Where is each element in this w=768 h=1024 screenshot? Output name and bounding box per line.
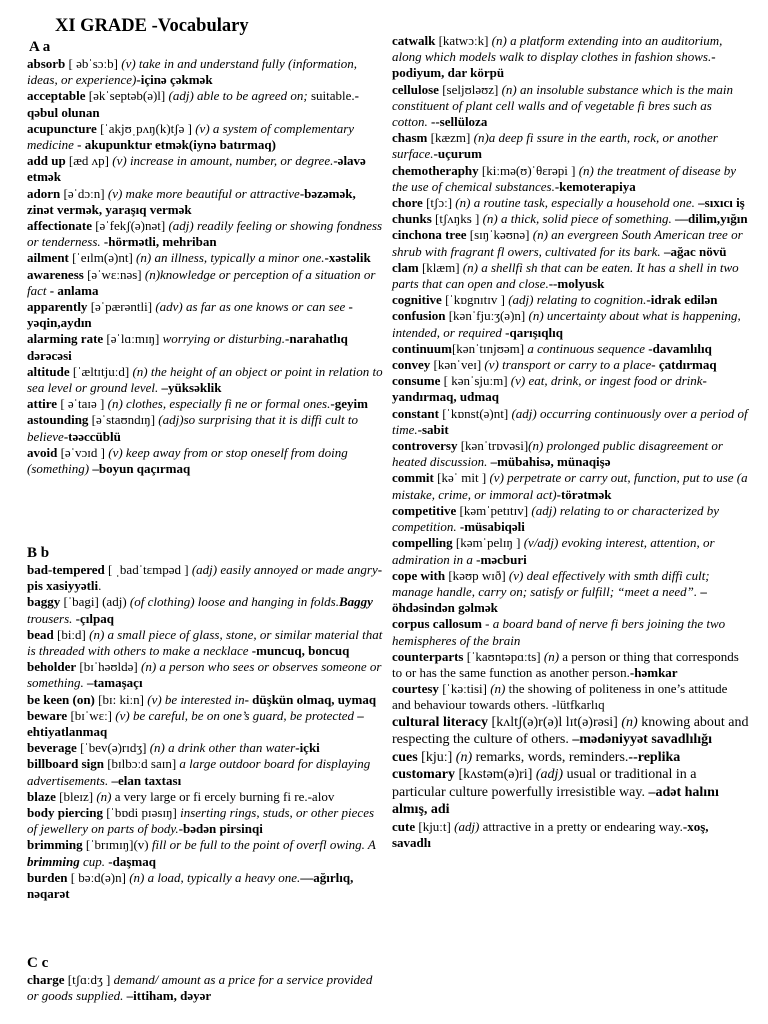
pronunciation: [əˈfekʃ(ə)nət] bbox=[91, 218, 169, 234]
definition-plain: a very large or fi ercely burning fi re.-alov bbox=[114, 788, 335, 804]
translation: —ağırlıq, nəqarət bbox=[27, 869, 354, 902]
pronunciation: [ bəːd(ə)n] bbox=[67, 869, 130, 885]
vocabulary-entry bbox=[27, 972, 385, 1004]
headword: affectionate bbox=[27, 218, 92, 234]
headword: be keen (on) bbox=[27, 691, 95, 707]
pronunciation: [kənˈfjuːʒ(ə)n] bbox=[445, 308, 529, 324]
vocabulary-entry bbox=[27, 562, 385, 594]
translation: -xəstəlik bbox=[324, 250, 371, 266]
vocabulary-entry bbox=[392, 406, 749, 438]
pronunciation: [katwɔːk] bbox=[435, 33, 492, 48]
pronunciation: [kənˈtrɒvəsi] bbox=[457, 438, 529, 454]
translation: --sellüloza bbox=[427, 114, 488, 130]
translation: –boyun qaçırmaq bbox=[89, 461, 191, 477]
headword: bead bbox=[27, 626, 54, 642]
definition-plain: attractive in a pretty or endearing way. bbox=[482, 818, 683, 834]
definition: (n)a deep fi ssure in the earth, rock, or another surface. bbox=[392, 130, 718, 162]
pronunciation: [kənˈveɪ] bbox=[430, 357, 485, 373]
definition: (n) the height of an object or point in relation to sea level or ground level. bbox=[27, 363, 383, 396]
translation: -podiyum, dar körpü bbox=[392, 49, 716, 81]
headword: cinchona tree bbox=[392, 227, 467, 243]
translation: –sıxıcı iş bbox=[694, 195, 745, 211]
headword: cues bbox=[392, 749, 418, 765]
vocabulary-entry bbox=[392, 308, 749, 340]
translation: -narahatlıq dərəcəsi bbox=[27, 331, 348, 363]
translation: -bədən pirsinqi bbox=[178, 821, 263, 837]
vocabulary-entry bbox=[27, 870, 385, 902]
example-word: brimming bbox=[27, 853, 80, 869]
pronunciation: [kʌstəm(ə)ri] bbox=[455, 767, 536, 783]
headword: catwalk bbox=[392, 33, 436, 48]
translation: -içinə çəkmək bbox=[136, 72, 213, 88]
section-heading: C c bbox=[27, 955, 49, 971]
headword: body piercing bbox=[27, 805, 103, 821]
translation: -məcburi bbox=[472, 551, 527, 567]
translation: –mübahisə, münaqişə bbox=[487, 454, 611, 470]
definition: (n) the treatment of disease by the use of chemical substances. bbox=[392, 162, 737, 194]
definition: (v) a system of complementary medicine bbox=[27, 120, 355, 153]
translation: - akupunktur etmək(iynə batırmaq) bbox=[73, 137, 276, 153]
vocabulary-entry bbox=[27, 412, 385, 444]
headword: bad-tempered bbox=[27, 562, 105, 577]
vocabulary-entry bbox=[27, 88, 385, 120]
vocabulary-entry bbox=[392, 649, 749, 681]
pronunciation: [kəʊp wɪð] bbox=[445, 567, 509, 583]
vocabulary-entry bbox=[27, 186, 385, 218]
headword: altitude bbox=[27, 363, 70, 379]
vocabulary-entry bbox=[392, 749, 749, 767]
definition: (n) prolonged public disagreement or heated discussion. bbox=[392, 438, 723, 470]
translation: –öhdəsindən gəlmək bbox=[392, 583, 707, 616]
vocabulary-entry bbox=[27, 331, 385, 363]
headword: burden bbox=[27, 869, 68, 885]
headword: add up bbox=[27, 153, 66, 169]
section-heading: B b bbox=[27, 545, 50, 561]
pronunciation: [əˈstaʊndɪŋ] bbox=[88, 412, 159, 428]
pronunciation: [bɪˈhəʊldə] bbox=[76, 659, 142, 675]
vocabulary-entry bbox=[27, 659, 385, 691]
definition: (n)knowledge or perception of a situation or fact bbox=[27, 266, 376, 298]
headword: attire bbox=[27, 396, 58, 412]
headword: acupuncture bbox=[27, 120, 97, 136]
pronunciation: [æd ʌp] bbox=[65, 153, 113, 169]
translation: -sabit bbox=[417, 421, 449, 437]
headword: billboard sign bbox=[27, 756, 104, 772]
definition: (n) clothes, especially fi ne or formal ones. bbox=[107, 396, 331, 412]
pronunciation: [ˈkɒgnɪtɪv ] bbox=[441, 292, 509, 308]
vocabulary-entry bbox=[392, 373, 749, 405]
vocabulary-entry bbox=[27, 594, 385, 626]
translation: --replika bbox=[628, 749, 681, 765]
headword: blaze bbox=[27, 788, 56, 804]
vocabulary-entry bbox=[392, 357, 749, 373]
translation: –elan taxtası bbox=[108, 772, 182, 788]
definition: (v) be careful, be on one’s guard, be protected bbox=[115, 707, 355, 723]
headword: adorn bbox=[27, 185, 61, 201]
definition: (v) keep away from or stop oneself from doing (something) bbox=[27, 444, 348, 477]
translation: - çatdırmaq bbox=[651, 357, 717, 373]
translation: -çılpaq bbox=[72, 610, 114, 626]
translation: -həmkar bbox=[629, 664, 678, 680]
vocabulary-entry bbox=[392, 766, 749, 819]
letter-section bbox=[27, 544, 385, 902]
definition: (n) uncertainty about what is happening, intended, or required bbox=[392, 308, 741, 340]
pronunciation: [kəmˈpetɪtɪv] bbox=[456, 502, 532, 518]
pronunciation: [kjuː] bbox=[417, 749, 456, 765]
definition: (n) an illness, typically a minor one. bbox=[136, 250, 325, 266]
translation: –mədəniyyət savadlılığı bbox=[568, 732, 713, 748]
definition: (adj) readily feeling or showing fondness or tenderness. bbox=[27, 218, 383, 250]
headword: competitive bbox=[392, 502, 457, 518]
vocabulary-entry bbox=[27, 299, 385, 331]
vocabulary-entry bbox=[27, 153, 385, 185]
translation: –adət halını almış, adi bbox=[392, 784, 719, 818]
vocabulary-entry bbox=[392, 260, 749, 292]
translation: -içki bbox=[295, 740, 320, 756]
vocabulary-entry bbox=[27, 56, 385, 88]
right-column bbox=[392, 33, 749, 851]
translation: -qəbul olunan bbox=[27, 88, 360, 120]
translation: –yüksəklik bbox=[158, 380, 222, 396]
headword: acceptable bbox=[27, 88, 86, 104]
definition: (adv) as far as one knows or can see bbox=[155, 299, 346, 315]
definition: (v) perpetrate or carry out, function, put to use (a mistake, crime, or immoral act) bbox=[392, 470, 748, 502]
translation: - düşkün olmaq, uymaq bbox=[244, 691, 377, 707]
translation: –ehtiyatlanmaq bbox=[27, 707, 364, 740]
vocabulary-entry bbox=[392, 568, 749, 617]
pronunciation: [ˈbrɪmɪŋ](v) bbox=[82, 837, 152, 853]
pronunciation: [seljʊləʊz] bbox=[438, 81, 502, 97]
definition: (n) bbox=[543, 648, 563, 664]
letter-section bbox=[27, 38, 385, 477]
definition-plain: usual or traditional in a particular culture powerfully irresistible way. bbox=[392, 767, 697, 800]
definition: (n) bbox=[96, 788, 115, 804]
definition: (n) a shellfi sh that can be eaten. It has a shell in two parts that can open and close. bbox=[392, 259, 739, 292]
pronunciation: [əˈpærəntli] bbox=[87, 299, 156, 315]
definition: demand/ amount as a price for a service provided or goods supplied. bbox=[27, 972, 373, 1004]
vocabulary-entry bbox=[27, 121, 385, 153]
translation: –ağac növü bbox=[660, 243, 727, 259]
headword: awareness bbox=[27, 266, 84, 282]
translation: ––dilim,yığın bbox=[671, 211, 748, 227]
pronunciation: [kjuːt] bbox=[415, 818, 455, 834]
translation: - anlama bbox=[46, 282, 99, 298]
pronunciation: [tʃʌŋks ] bbox=[431, 211, 483, 227]
vocabulary-entry bbox=[392, 211, 749, 227]
definition: (v) increase in amount, number, or degree. bbox=[112, 153, 334, 169]
pronunciation: [bɪlbɔːd saɪn] bbox=[103, 756, 180, 772]
headword: controversy bbox=[392, 438, 458, 454]
definition: (v) transport or carry to a place bbox=[484, 357, 652, 373]
headword: cellulose bbox=[392, 81, 439, 97]
definition-plain: suitable. bbox=[307, 88, 355, 104]
translation: -kemoterapiya bbox=[554, 178, 636, 194]
definition: fill or be full to the point of overfl owing. A bbox=[151, 837, 376, 853]
pronunciation: [əˈwɛːnəs] bbox=[83, 266, 145, 282]
translation: –ittiham, dəyər bbox=[123, 988, 212, 1004]
translation: -bəzəmək, zinət vermək, yaraşıq vermək bbox=[27, 185, 356, 217]
pronunciation: [əˈlɑːmɪŋ] bbox=[103, 331, 163, 347]
headword: chunks bbox=[392, 211, 432, 227]
punctuation: . bbox=[98, 578, 102, 594]
pronunciation: [bɪˈwɛː] bbox=[67, 707, 116, 723]
definition: a large outdoor board for displaying advertisements. bbox=[27, 756, 371, 788]
pronunciation: [ˈbɒdi pɪəsɪŋ] bbox=[102, 805, 181, 821]
definition: (adj) occurring continuously over a period of time. bbox=[392, 405, 748, 437]
vocabulary-entry bbox=[392, 438, 749, 470]
definition: a continuous sequence bbox=[527, 340, 646, 356]
vocabulary-entry bbox=[392, 163, 749, 195]
headword: baggy bbox=[27, 594, 61, 610]
translation: -uçurum bbox=[433, 146, 482, 162]
vocabulary-entry bbox=[27, 692, 385, 708]
headword: brimming bbox=[27, 837, 83, 853]
definition-plain: knowing about and respecting the culture of others. bbox=[392, 714, 749, 748]
definition: (n) an insoluble substance which is the main constituent of plant cell walls and of vegetable fi bres such as cotton. bbox=[392, 81, 734, 130]
vocabulary-entry bbox=[27, 756, 385, 788]
definition: (n) a drink other than water bbox=[149, 740, 296, 756]
translation: -yandırmaq, udmaq bbox=[392, 373, 707, 405]
pronunciation: [ˈæltɪtjuːd] bbox=[69, 363, 133, 379]
pronunciation: [bɪ: kiːn] bbox=[94, 691, 148, 707]
vocabulary-entry bbox=[392, 292, 749, 308]
vocabulary-entry bbox=[392, 195, 749, 211]
headword: avoid bbox=[27, 444, 58, 460]
vocabulary-entry bbox=[27, 805, 385, 837]
headword: courtesy bbox=[392, 681, 439, 697]
headword: chore bbox=[392, 195, 423, 211]
pronunciation: [kiːmə(ʊ)ˈθɛrəpi ] bbox=[478, 162, 579, 178]
pronunciation: [əˈdɔːn] bbox=[60, 185, 108, 201]
vocabulary-entry bbox=[27, 396, 385, 412]
vocabulary-entry bbox=[392, 819, 749, 851]
translation: -idrak edilən bbox=[646, 292, 718, 308]
definition: (n) bbox=[455, 749, 476, 765]
definition: (v) take in and understand fully (information, ideas, or experience) bbox=[27, 56, 358, 88]
translation: -əlavə etmək bbox=[27, 153, 366, 185]
headword: cute bbox=[392, 818, 416, 834]
pronunciation: [biːd] bbox=[53, 626, 90, 642]
translation: -müsabiqəli bbox=[456, 519, 525, 535]
definition: (of clothing) loose and hanging in folds. bbox=[129, 594, 339, 610]
headword: clam bbox=[392, 259, 419, 275]
headword: absorb bbox=[27, 56, 66, 71]
definition: (n) an evergreen South American tree or shrub with fragrant fl owers, cultivated for its bark. bbox=[392, 227, 743, 259]
vocabulary-entry bbox=[392, 33, 749, 82]
headword: convey bbox=[392, 357, 431, 373]
pronunciation: [ˈakjʊˌpʌŋ(k)tʃə ] bbox=[96, 120, 196, 136]
definition: (adj) relating to cognition. bbox=[508, 292, 647, 308]
pronunciation: [ˈkəːtisi] bbox=[438, 681, 491, 697]
headword: apparently bbox=[27, 299, 88, 315]
section-heading: A a bbox=[29, 39, 51, 55]
headword: commit bbox=[392, 470, 434, 486]
pronunciation: [kəˈ mit ] bbox=[433, 470, 490, 486]
definition-continued: trousers. bbox=[27, 610, 73, 626]
headword: beverage bbox=[27, 740, 77, 756]
definition: (adj) bbox=[454, 818, 483, 834]
translation: -muncuq, boncuq bbox=[248, 643, 350, 659]
definition-plain: a person or thing that corresponds to or has the same function as another person. bbox=[392, 648, 739, 680]
translation: -davamlılıq bbox=[645, 340, 712, 356]
translation: -xoş, savadlı bbox=[392, 818, 709, 850]
vocabulary-entry bbox=[392, 341, 749, 357]
definition: (n) a small piece of glass, stone, or similar material that is threaded with others to make a necklace bbox=[27, 626, 383, 659]
vocabulary-entry bbox=[27, 218, 385, 250]
definition-plain: the showing of politeness in one’s attitude and behaviour towards others. -lütfkarlıq bbox=[392, 681, 728, 713]
headword: compelling bbox=[392, 535, 453, 551]
pronunciation: [kəmˈpelɪŋ ] bbox=[452, 535, 524, 551]
vocabulary-entry bbox=[392, 535, 749, 567]
definition: (n) a platform extending into an auditorium, along which models walk to display clothes in fashion shows. bbox=[392, 33, 723, 65]
headword: cognitive bbox=[392, 292, 442, 308]
translation: -geyim bbox=[330, 396, 368, 412]
headword: customary bbox=[392, 767, 455, 783]
vocabulary-entry bbox=[27, 627, 385, 659]
definition: (n) a person who sees or observes someone or something. bbox=[27, 659, 382, 691]
headword: confusion bbox=[392, 308, 446, 324]
vocabulary-entry bbox=[27, 445, 385, 477]
vocabulary-entry bbox=[27, 789, 385, 805]
pronunciation: [sɪŋˈkəʊnə] bbox=[466, 227, 533, 243]
headword: continuum bbox=[392, 340, 452, 356]
vocabulary-entry bbox=[392, 714, 749, 749]
pronunciation: [klæm] bbox=[418, 259, 463, 275]
translation: -təəccüblü bbox=[63, 428, 121, 444]
headword: beholder bbox=[27, 659, 77, 675]
translation: -qarışıqlıq bbox=[501, 324, 563, 340]
pronunciation: [ kənˈsjuːm] bbox=[440, 373, 511, 389]
vocabulary-entry bbox=[27, 837, 385, 869]
definition: (n) a thick, solid piece of something. bbox=[482, 211, 672, 227]
page-title: XI GRADE -Vocabulary bbox=[55, 16, 249, 36]
vocabulary-entry bbox=[27, 740, 385, 756]
pronunciation: [ˈbev(ə)rɪdʒ] bbox=[76, 740, 150, 756]
vocabulary-entry bbox=[392, 616, 749, 648]
definition: (v) deal effectively with smth diffi cult; manage handle, carry on; satisfy or fulfill; “meet a need”. bbox=[392, 567, 710, 599]
headword: cultural literacy bbox=[392, 714, 489, 730]
headword: chemotheraphy bbox=[392, 162, 479, 178]
headword: corpus callosum bbox=[392, 616, 482, 632]
vocabulary-entry bbox=[392, 470, 749, 502]
definition: inserting rings, studs, or other pieces of jewellery on parts of body. bbox=[27, 805, 375, 837]
definition: (adj) bbox=[535, 767, 567, 783]
pronunciation: [ əˈtaɪə ] bbox=[57, 396, 108, 412]
translation: -hörmətli, mehriban bbox=[100, 234, 217, 250]
headword: cope with bbox=[392, 567, 446, 583]
pronunciation: [ əbˈsɔːb] bbox=[65, 56, 122, 71]
translation: -pis xasiyyətli bbox=[27, 562, 383, 594]
definition: (adj) relating to or characterized by competition. bbox=[392, 502, 719, 535]
pronunciation: [əˈvɔɪd ] bbox=[57, 444, 109, 460]
example-word: Baggy bbox=[338, 594, 373, 610]
definition: (v) eat, drink, or ingest food or drink bbox=[510, 373, 703, 389]
headword: alarming rate bbox=[27, 331, 104, 347]
pronunciation: [kæzm] bbox=[427, 130, 474, 146]
pronunciation: [kənˈtɪnjʊəm] bbox=[451, 340, 528, 356]
definition: (n) a load, typically a heavy one. bbox=[129, 869, 301, 885]
headword: astounding bbox=[27, 412, 89, 428]
pronunciation: [bleɪz] bbox=[55, 788, 97, 804]
definition: (adj) able to be agreed on; bbox=[168, 88, 308, 104]
headword: beware bbox=[27, 707, 68, 723]
translation: -daşmaq bbox=[105, 853, 156, 869]
translation: –tamaşaçı bbox=[83, 675, 143, 691]
pronunciation: [kʌltʃ(ə)r(ə)l lɪt(ə)rəsi] bbox=[488, 714, 622, 730]
definition: (adj) easily annoyed or made angry bbox=[191, 562, 378, 577]
definition: (n) bbox=[490, 681, 509, 697]
translation: - yəqin,aydın bbox=[27, 299, 353, 331]
translation: --molyusk bbox=[548, 276, 605, 292]
pronunciation: [ˈkɒnst(ə)nt] bbox=[438, 405, 512, 421]
pronunciation: [tʃɑːdʒ ] bbox=[64, 972, 114, 987]
definition: worrying or disturbing. bbox=[162, 331, 286, 347]
pronunciation: [ˈeɪlm(ə)nt] bbox=[68, 250, 137, 266]
headword: charge bbox=[27, 972, 65, 987]
pronunciation: [əkˈseptəb(ə)l] bbox=[85, 88, 169, 104]
pronunciation: [ˈbagi] (adj) bbox=[60, 594, 130, 610]
definition: (v) be interested in bbox=[147, 691, 245, 707]
vocabulary-entry bbox=[392, 130, 749, 162]
vocabulary-entry bbox=[392, 681, 749, 713]
vocabulary-entry bbox=[392, 227, 749, 259]
headword: ailment bbox=[27, 250, 69, 266]
vocabulary-entry bbox=[27, 267, 385, 299]
headword: chasm bbox=[392, 130, 428, 146]
definition: (n) bbox=[621, 714, 642, 730]
definition: (adj)so surprising that it is diffi cult to believe bbox=[27, 412, 359, 444]
headword: counterparts bbox=[392, 648, 464, 664]
definition: - a board band of nerve fi bers joining the two hemispheres of the brain bbox=[392, 616, 726, 648]
vocabulary-entry bbox=[27, 250, 385, 266]
definition: (v) make more beautiful or attractive bbox=[107, 185, 300, 201]
pronunciation: [tʃɔː] bbox=[422, 195, 456, 211]
definition-continued: cup. bbox=[79, 853, 106, 869]
translation: -törətmək bbox=[556, 486, 612, 502]
definition-plain: remarks, words, reminders. bbox=[475, 749, 629, 765]
headword: constant bbox=[392, 405, 439, 421]
definition: (v/adj) evoking interest, attention, or admiration in a bbox=[392, 535, 715, 567]
vocabulary-entry bbox=[392, 503, 749, 535]
pronunciation: [ˈkaʊntəpɑːts] bbox=[463, 648, 544, 664]
vocabulary-entry bbox=[27, 364, 385, 396]
vocabulary-entry bbox=[27, 708, 385, 740]
definition: (n) a routine task, especially a household one. bbox=[455, 195, 695, 211]
letter-section bbox=[27, 954, 385, 1004]
pronunciation: [ ˌbadˈtɛmpəd ] bbox=[104, 562, 192, 577]
headword: consume bbox=[392, 373, 441, 389]
vocabulary-entry bbox=[392, 82, 749, 131]
